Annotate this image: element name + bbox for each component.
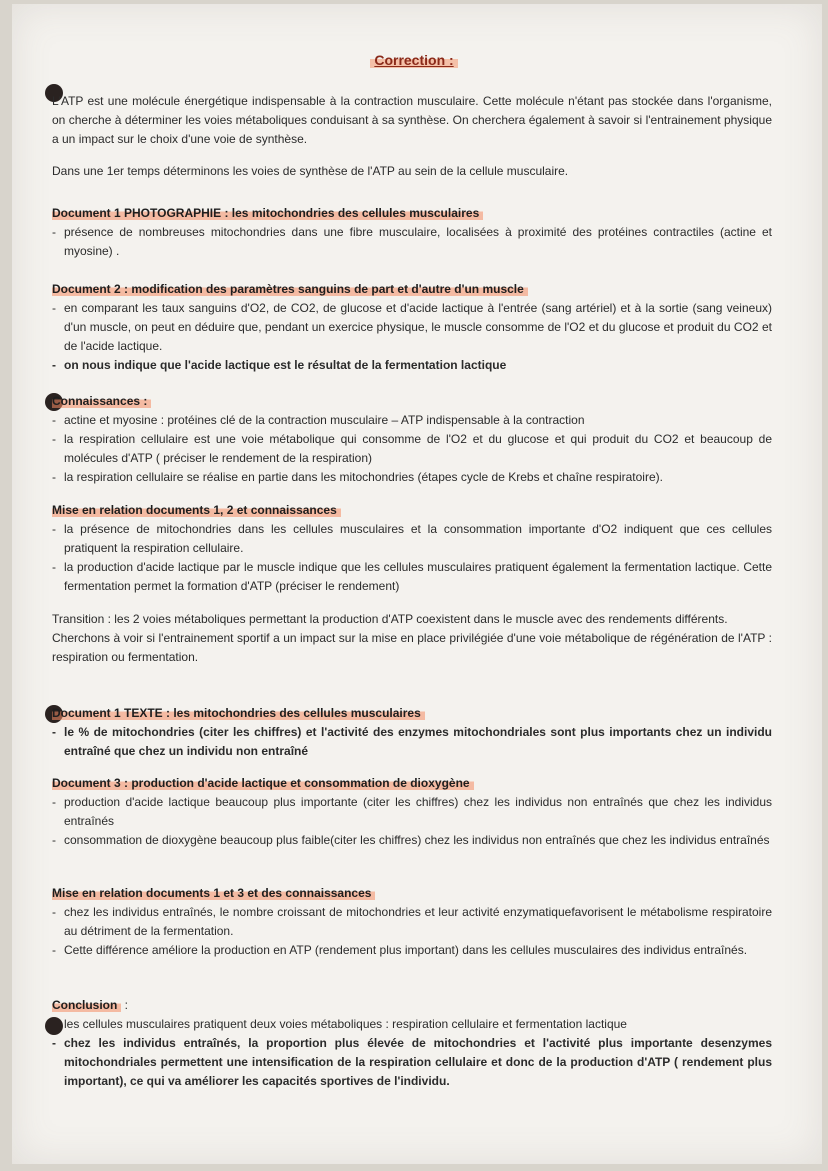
section-heading: Document 2 : modification des paramètres sanguins de part et d'autre d'un muscle — [52, 282, 528, 296]
document3-section — [52, 774, 772, 850]
list-item: - le % de mitochondries (citer les chiffres) et l'activité des enzymes mitochondriales sont plus importants chez un individu entraîné que chez un individu non entraîné — [52, 723, 772, 761]
first-step-section — [52, 162, 772, 181]
knowledge-section — [52, 392, 772, 487]
list-item: - Cette différence améliore la production en ATP (rendement plus important) dans les cellules musculaires des individus entraînés. — [52, 941, 772, 960]
conclusion-section — [52, 996, 772, 1091]
list-item: - la production d'acide lactique par le muscle indique que les cellules musculaires pratiquent également la fermentation lactique. Cette fermentation permet la formation d'ATP (préciser le rendement) — [52, 558, 772, 596]
relation1-section — [52, 501, 772, 596]
list-item: - en comparant les taux sanguins d'O2, de CO2, de glucose et d'acide lactique à l'entrée (sang artériel) et à la sortie (sang veineux) d'un muscle, on peut en déduire que, pendant un exercice physique, le muscle consomme de l'O2 et du glucose et produit du CO2 et de l'acide lactique. — [52, 299, 772, 356]
section-heading: Mise en relation documents 1, 2 et connaissances — [52, 503, 341, 517]
intro-section — [52, 92, 772, 149]
list-item: - chez les individus entraînés, le nombre croissant de mitochondries et leur activité enzymatiquefavorisent le métabolisme respiratoire au détriment de la fermentation. — [52, 903, 772, 941]
list-item: - actine et myosine : protéines clé de la contraction musculaire – ATP indispensable à la contraction — [52, 411, 772, 430]
list-item: les cellules musculaires pratiquent deux voies métaboliques : respiration cellulaire et fermentation lactique — [64, 1017, 627, 1031]
section-heading: Document 1 TEXTE : les mitochondries des cellules musculaires — [52, 706, 425, 720]
list-item: - production d'acide lactique beaucoup plus importante (citer les chiffres) chez les individus non entraînés que chez les individus entraînés — [52, 793, 772, 831]
heading-suffix: : — [121, 998, 129, 1012]
page-title: Correction : — [0, 52, 828, 68]
list-item: - consommation de dioxygène beaucoup plus faible(citer les chiffres) chez les individus non entraînés que chez les individus entraînés — [52, 831, 772, 850]
list-item: - on nous indique que l'acide lactique est le résultat de la fermentation lactique — [52, 356, 772, 375]
list-item: - la présence de mitochondries dans les cellules musculaires et la consommation importante d'O2 indiquent que ces cellules pratiquent la respiration cellulaire. — [52, 520, 772, 558]
list-item: - la respiration cellulaire est une voie métabolique qui consomme de l'O2 et du glucose et qui produit du CO2 et beaucoup de molécules d'ATP ( préciser le rendement de la respiration) — [52, 430, 772, 468]
intro-paragraph: L'ATP est une molécule énergétique indispensable à la contraction musculaire. Cette molécule n'étant pas stockée dans l'organisme, on cherche à déterminer les voies métaboliques conduisant à sa synthèse. On cherchera également à savoir si l'entrainement physique a un impact sur le choix d'une voie de synthèse. — [52, 94, 772, 146]
relation2-section — [52, 884, 772, 960]
transition-section — [52, 610, 772, 667]
document2-section — [52, 280, 772, 375]
document1-photo-section — [52, 204, 772, 261]
section-heading: Document 1 PHOTOGRAPHIE : les mitochondries des cellules musculaires — [52, 206, 483, 220]
list-item: - présence de nombreuses mitochondries dans une fibre musculaire, localisées à proximité des protéines contractiles (actine et myosine) . — [52, 223, 772, 261]
list-item: - la respiration cellulaire se réalise en partie dans les mitochondries (étapes cycle de Krebs et chaîne respiratoire). — [52, 468, 772, 487]
transition-paragraph: Transition : les 2 voies métaboliques permettant la production d'ATP coexistent dans le muscle avec des rendements différents. — [52, 612, 728, 626]
section-heading: Mise en relation documents 1 et 3 et des connaissances — [52, 886, 375, 900]
question-paragraph: Cherchons à voir si l'entrainement sportif a un impact sur la mise en place privilégiée d'une voie métabolique de régénération de l'ATP : respiration ou fermentation. — [52, 631, 772, 664]
document1-text-section — [52, 704, 772, 761]
section-heading: Conclusion — [52, 998, 121, 1012]
section-heading: Connaissances : — [52, 394, 151, 408]
first-step-paragraph: Dans une 1er temps déterminons les voies de synthèse de l'ATP au sein de la cellule musculaire. — [52, 164, 569, 178]
section-heading: Document 3 : production d'acide lactique et consommation de dioxygène — [52, 776, 474, 790]
list-item: - chez les individus entraînés, la proportion plus élevée de mitochondries et l'activité plus importante desenzymes mitochondriales permettent une intensification de la respiration cellulaire et donc de la production d'ATP ( rendement plus important), ce qui va améliorer les capacités sportives de l'individu. — [52, 1034, 772, 1091]
